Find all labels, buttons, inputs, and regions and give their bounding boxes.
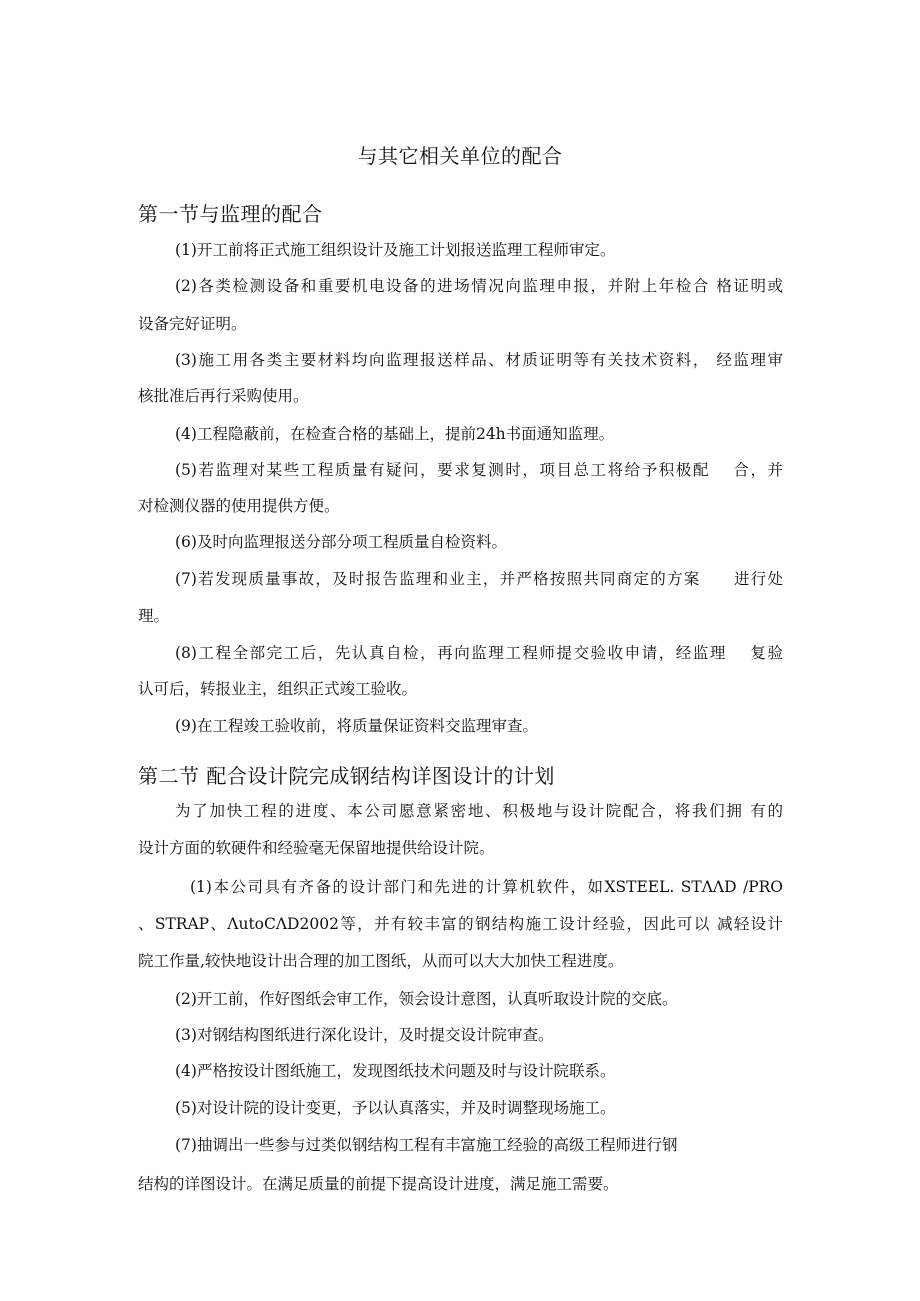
s2-line-11: 结构的详图设计。在满足质量的前提下提高设计进度，满足施工需要。: [138, 1175, 619, 1193]
s2-line-6: (2)开工前，作好图纸会审工作，领会设计意图，认真听取设计院的交底。: [175, 990, 678, 1008]
s1-line-7: (5)若监理对某些工程质量有疑问，要求复测时，项目总工将给予积极配 合，并: [175, 461, 783, 479]
s2-line-4: 、STRAP、ΛutoCΛD2002等，并有较丰富的钢结构施工设计经验，因此可以 减轻设计: [138, 915, 783, 933]
s1-line-2: (2)各类检测设备和重要机电设备的进场情况向监理申报，并附上年检合 格证明或: [175, 277, 783, 295]
s1-line-8: 对检测仪器的使用提供方便。: [138, 497, 340, 515]
s2-line-10: (7)抽调出一些参与过类似钢结构工程有丰富施工经验的高级工程师进行钢: [175, 1136, 678, 1154]
s1-line-1: (1)开工前将正式施工组织设计及施工计划报送监理工程师审定。: [175, 241, 616, 259]
s2-line-1: 为了加快工程的进度、本公司愿意紧密地、积极地与设计院配合，将我们拥 有的: [175, 802, 783, 820]
s1-line-11: 理。: [138, 607, 170, 625]
s2-line-8: (4)严格按设计图纸施工，发现图纸技术问题及时与设计院联系。: [175, 1062, 616, 1080]
s2-line-9: (5)对设计院的设计变更，予以认真落实，并及时调整现场施工。: [175, 1099, 616, 1117]
s1-line-6: (4)工程隐蔽前，在检查合格的基础上，提前24h书面通知监理。: [175, 425, 615, 443]
s1-line-4: (3)施工用各类主要材料均向监理报送样品、材质证明等有关技术资料， 经监理审: [175, 351, 783, 369]
s1-line-10: (7)若发现质量事故，及时报告监理和业主，并严格按照共同商定的方案 进行处: [175, 570, 783, 588]
s2-line-3: (1)本公司具有齐备的设计部门和先进的计算机软件，如XSTEEL. STΛΛD /PRO: [190, 878, 783, 896]
s1-line-5: 核批准后再行采购使用。: [138, 387, 309, 405]
s2-line-5: 院工作量,较快地设计出合理的加工图纸，从而可以大大加快工程进度。: [138, 952, 624, 970]
s1-line-3: 设备完好证明。: [138, 315, 247, 333]
section-2-heading: 第二节 配合设计院完成钢结构详图设计的计划: [138, 764, 555, 788]
s1-line-13: 认可后，转报业主，组织正式竣工验收。: [138, 680, 418, 698]
section-1-heading: 第一节与监理的配合: [138, 202, 323, 226]
s1-line-12: (8)工程全部完工后，先认真自检，再向监理工程师提交验收申请，经监理 复验: [175, 644, 783, 662]
s2-line-2: 设计方面的软硬件和经验毫无保留地提供给设计院。: [138, 839, 495, 857]
s1-line-9: (6)及时向监理报送分部分项工程质量自检资料。: [175, 533, 507, 551]
s2-line-7: (3)对钢结构图纸进行深化设计，及时提交设计院审查。: [175, 1026, 554, 1044]
document-title: 与其它相关单位的配合: [357, 144, 563, 168]
s1-line-14: (9)在工程竣工验收前，将质量保证资料交监理审查。: [175, 717, 538, 735]
